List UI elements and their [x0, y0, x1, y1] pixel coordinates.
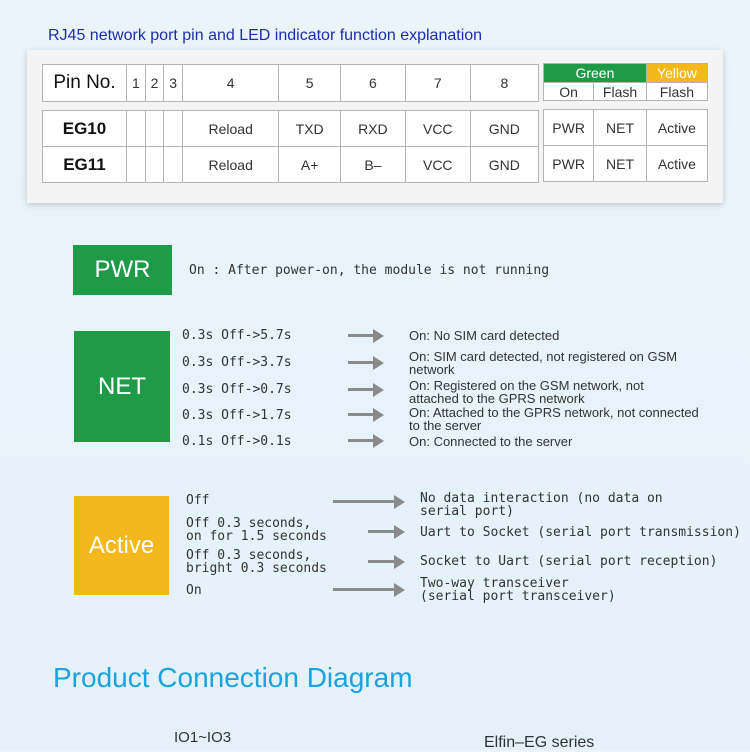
table-row [43, 147, 539, 183]
active-result: Two-way transceiver (serial port transceiver) [420, 576, 616, 604]
connection-diagram-title: Product Connection Diagram [53, 662, 413, 693]
active-timing: Off 0.3 seconds, bright 0.3 seconds [186, 548, 327, 576]
led-cell: NET [594, 146, 647, 182]
pwr-badge: PWR [73, 245, 172, 295]
active-timing: Off 0.3 seconds, on for 1.5 seconds [186, 516, 327, 544]
pin-cell: RXD [340, 111, 405, 147]
series-label: Elfin–EG series [484, 734, 595, 751]
net-timing: 0.3s Off->5.7s [182, 328, 292, 343]
arrow-right-icon [333, 584, 405, 596]
pin-cell: B– [340, 147, 405, 183]
active-badge: Active [74, 496, 169, 595]
net-result: On: No SIM card detected [409, 328, 560, 343]
arrow-right-icon [368, 556, 405, 568]
active-result: Socket to Uart (serial port reception) [420, 554, 718, 569]
pin-cell [127, 147, 146, 183]
rj45-card [27, 50, 723, 203]
pin-number: 6 [340, 65, 405, 102]
pin-number: 5 [279, 65, 341, 102]
pin-cell [164, 147, 183, 183]
pin-cell: GND [470, 111, 538, 147]
pin-no-label: Pin No. [43, 65, 127, 102]
active-timing: Off [186, 493, 210, 508]
led-mode-flash: Flash [594, 83, 647, 101]
net-timing: 0.3s Off->1.7s [182, 408, 292, 423]
arrow-right-icon [348, 330, 384, 342]
table-row [544, 110, 708, 146]
pin-number: 2 [145, 65, 164, 102]
led-cell: Active [646, 110, 707, 146]
pin-cell [145, 147, 164, 183]
active-result: No data interaction (no data on serial port) [420, 491, 663, 519]
pin-cell: A+ [279, 147, 341, 183]
pin-cell: TXD [279, 111, 341, 147]
led-cell: PWR [544, 110, 594, 146]
arrow-right-icon [348, 357, 384, 369]
pin-cell: GND [470, 147, 538, 183]
led-table [543, 63, 708, 182]
pwr-description: On : After power-on, the module is not running [189, 263, 550, 278]
led-mode-on: On [544, 83, 594, 101]
arrow-right-icon [333, 496, 405, 508]
net-result: On: Connected to the server [409, 434, 573, 449]
net-badge: NET [74, 331, 170, 442]
pin-number: 7 [405, 65, 470, 102]
pin-number: 4 [183, 65, 279, 102]
net-timing: 0.1s Off->0.1s [182, 434, 292, 449]
pin-cell: Reload [183, 111, 279, 147]
model-name: EG11 [43, 147, 127, 183]
led-cell: NET [594, 110, 647, 146]
led-cell: PWR [544, 146, 594, 182]
net-result: On: SIM card detected, not registered on GSM network [409, 349, 678, 377]
arrow-right-icon [348, 409, 384, 421]
arrow-right-icon [348, 435, 384, 447]
pin-number: 8 [470, 65, 538, 102]
active-result: Uart to Socket (serial port transmission) [420, 525, 741, 540]
model-name: EG10 [43, 111, 127, 147]
table-row [43, 111, 539, 147]
pin-number: 1 [127, 65, 146, 102]
net-result: On: Attached to the GPRS network, not connected to the server [409, 405, 699, 433]
pin-cell: VCC [405, 111, 470, 147]
led-mode-flash: Flash [646, 83, 707, 101]
net-timing: 0.3s Off->0.7s [182, 382, 292, 397]
arrow-right-icon [348, 384, 384, 396]
led-cell: Active [646, 146, 707, 182]
pin-cell: Reload [183, 147, 279, 183]
net-timing: 0.3s Off->3.7s [182, 355, 292, 370]
pin-cell [127, 111, 146, 147]
active-timing: On [186, 583, 202, 598]
pin-cell [145, 111, 164, 147]
net-result: On: Registered on the GSM network, not attached to the GPRS network [409, 378, 644, 406]
yellow-header: Yellow [646, 64, 707, 83]
rj45-title: RJ45 network port pin and LED indicator function explanation [48, 27, 483, 44]
table-row [544, 146, 708, 182]
arrow-right-icon [368, 526, 405, 538]
pin-cell: VCC [405, 147, 470, 183]
pin-table [42, 64, 539, 183]
io-label: IO1~IO3 [174, 729, 232, 746]
pin-cell [164, 111, 183, 147]
pin-number: 3 [164, 65, 183, 102]
green-header: Green [544, 64, 647, 83]
